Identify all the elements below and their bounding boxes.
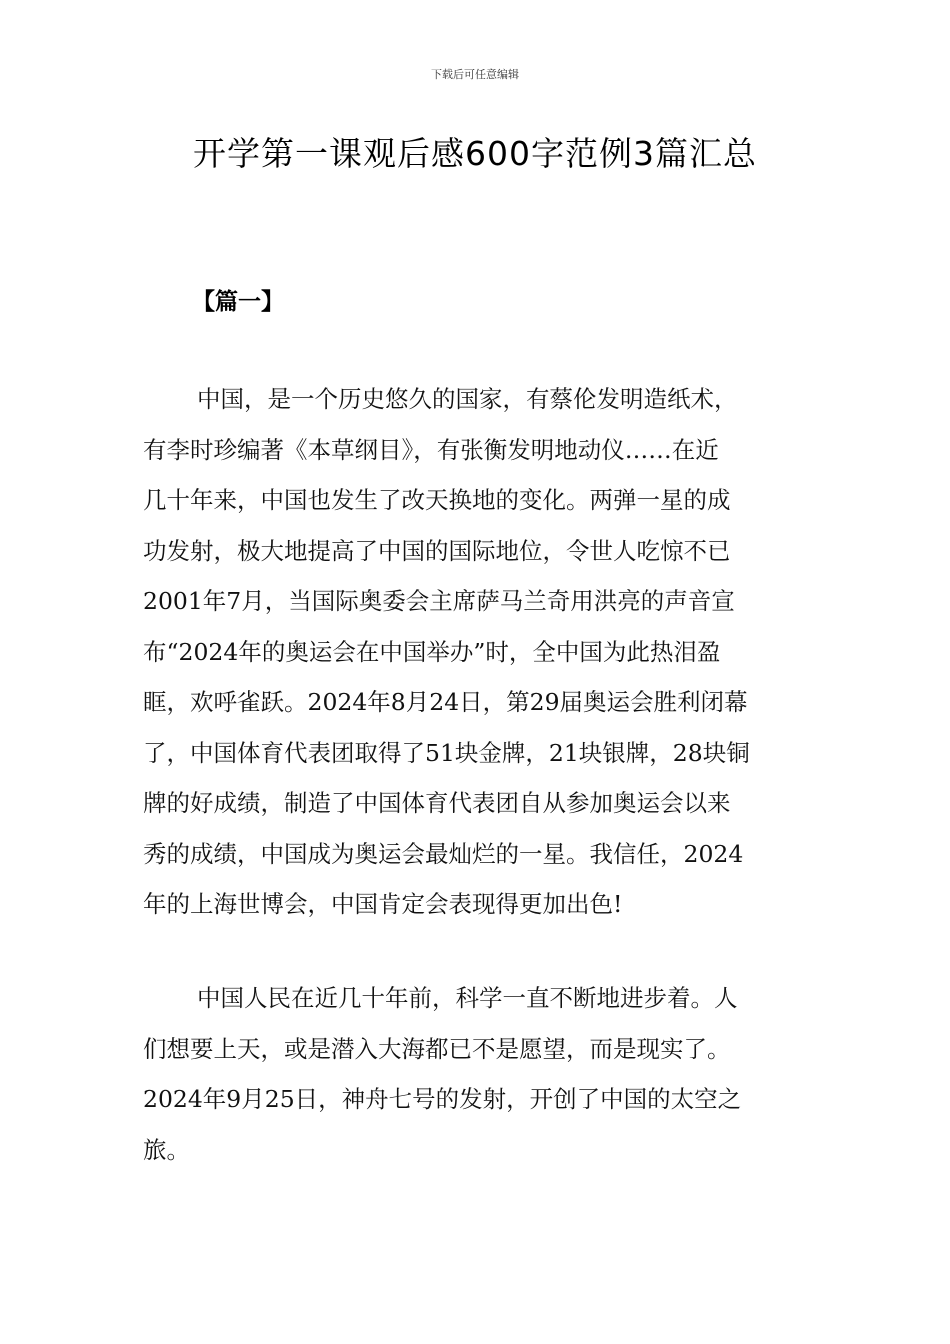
paragraph-line: 眶，欢呼雀跃。2024年8月24日，第29届奥运会胜利闭幕 <box>143 688 748 716</box>
paragraph-line: 中国，是一个历史悠久的国家，有蔡伦发明造纸术， <box>197 385 738 413</box>
paragraph-line: 几十年来，中国也发生了改天换地的变化。两弹一星的成 <box>143 486 731 514</box>
paragraph-1 <box>143 374 823 930</box>
paragraph-line: 们想要上天，或是潜入大海都已不是愿望，而是现实了。 <box>143 1034 731 1063</box>
document-title: 开学第一课观后感600字范例3篇汇总 <box>193 134 757 173</box>
paragraph-line: 布“2024年的奥运会在中国举办”时，全中国为此热泪盈 <box>143 637 721 666</box>
paragraph-line: 中国人民在近几十年前，科学一直不断地进步着。人 <box>197 984 738 1012</box>
paragraph-2 <box>143 973 823 1175</box>
paragraph-line: 旅。 <box>143 1135 190 1164</box>
paragraph-line: 2001年7月，当国际奥委会主席萨马兰奇用洪亮的声音宣 <box>143 587 735 615</box>
paragraph-line: 牌的好成绩，制造了中国体育代表团自从参加奥运会以来 <box>143 789 731 817</box>
paragraph-line: 有李时珍编著《本草纲目》，有张衡发明地动仪……在近 <box>143 435 719 464</box>
paragraph-line: 功发射，极大地提高了中国的国际地位，令世人吃惊不已 <box>143 536 731 565</box>
section-heading: 【篇一】 <box>192 289 284 315</box>
paragraph-line: 2024年9月25日，神舟七号的发射，开创了中国的太空之 <box>143 1085 742 1113</box>
header-note: 下载后可任意编辑 <box>431 68 519 81</box>
paragraph-line: 了，中国体育代表团取得了51块金牌，21块银牌，28块铜 <box>143 738 750 767</box>
paragraph-line: 秀的成绩，中国成为奥运会最灿烂的一星。我信任，2024 <box>143 839 744 868</box>
paragraph-line: 年的上海世博会，中国肯定会表现得更加出色! <box>143 890 623 918</box>
